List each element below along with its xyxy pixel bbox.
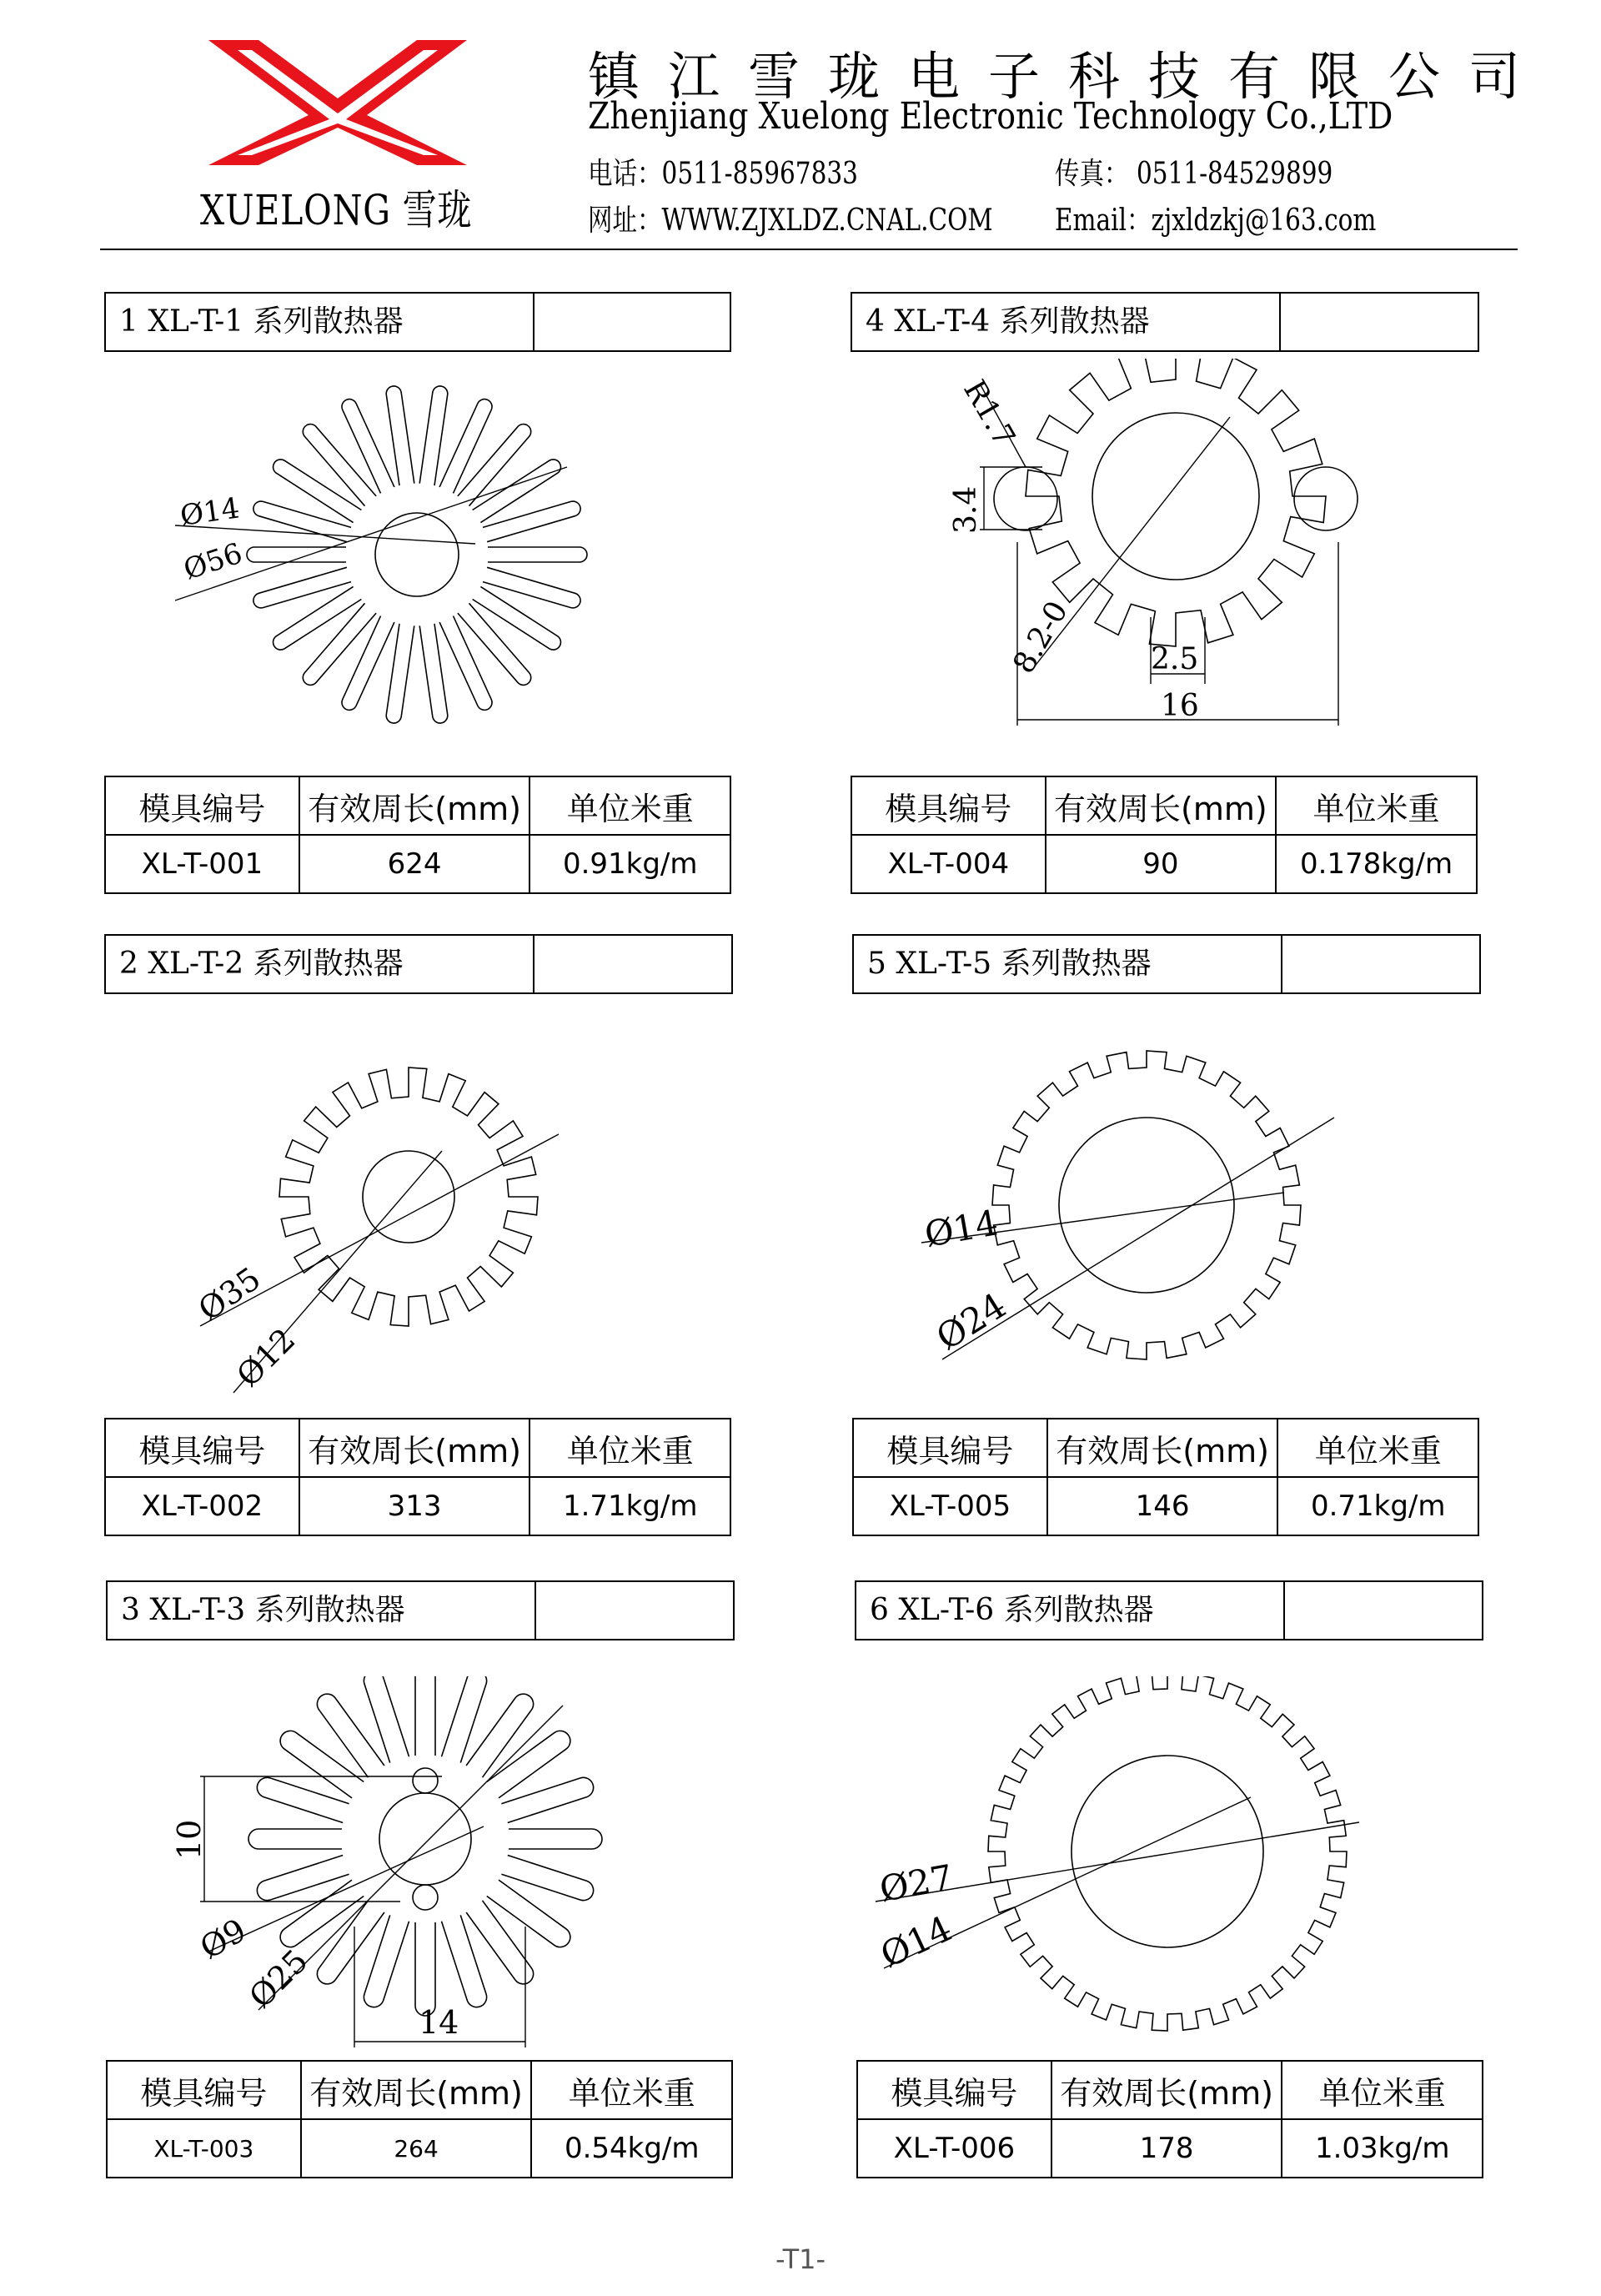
item-4-dim-34: 3.4 (949, 485, 983, 534)
item-3-title: 3 XL-T-3 系列散热器 (108, 1582, 536, 1639)
item-5-weight: 0.71kg/m (1277, 1477, 1478, 1535)
item-3-dim-25: Ø25 (242, 1942, 315, 2016)
header-code: 模具编号 (105, 776, 299, 835)
item-3-title-box (106, 1580, 735, 1640)
item-5-spec-table: 模具编号 有效周长(mm) 单位米重 XL-T-005 146 0.71kg/m (852, 1418, 1479, 1536)
item-4-code: XL-T-004 (851, 835, 1046, 893)
item-4-dim-25: 2.5 (1151, 642, 1199, 676)
item-1-dim-inner: Ø14 (178, 491, 242, 533)
item-6-title-box (855, 1580, 1483, 1640)
item-4-title: 4 XL-T-4 系列散热器 (852, 294, 1281, 350)
header-perimeter: 有效周长(mm) (299, 776, 530, 835)
item-1-profile (247, 386, 587, 723)
page-number: -T1- (775, 2243, 826, 2275)
brand-name: XUELONG 雪珑 (200, 186, 473, 234)
header-divider (100, 249, 1518, 250)
item-5-title-box (852, 934, 1481, 994)
item-4-weight: 0.178kg/m (1276, 835, 1477, 893)
item-2-dim-inner: Ø12 (229, 1321, 303, 1394)
item-6-weight: 1.03kg/m (1282, 2119, 1483, 2178)
item-1-dim-outer: Ø56 (179, 536, 247, 587)
item-6-dim-14: Ø14 (874, 1907, 958, 1977)
item-5-title: 5 XL-T-5 系列散热器 (854, 936, 1282, 992)
item-4-dim-r: R1.7 (956, 374, 1021, 453)
item-1-code: XL-T-001 (105, 835, 299, 893)
item-3-drawing (158, 1676, 609, 2068)
item-6-title: 6 XL-T-6 系列散热器 (856, 1582, 1285, 1639)
item-3-code: XL-T-003 (107, 2119, 301, 2178)
email[interactable]: Email：zjxldzkj@163.com (1055, 203, 1377, 238)
item-2-spec-table: 模具编号 有效周长(mm) 单位米重 XL-T-002 313 1.71kg/m (104, 1418, 731, 1536)
item-3-perimeter: 264 (301, 2119, 532, 2178)
item-1-perimeter: 624 (299, 835, 530, 893)
company-name-en: Zhenjiang Xuelong Electronic Technology Co.,LTD (588, 95, 1393, 138)
item-5-dim-14: Ø14 (921, 1202, 1001, 1255)
item-4-drawing (917, 359, 1384, 742)
item-4-spec-table: 模具编号 有效周长(mm) 单位米重 XL-T-004 90 0.178kg/m (851, 776, 1478, 894)
item-5-code: XL-T-005 (853, 1477, 1047, 1535)
item-5-drawing (909, 1042, 1376, 1409)
company-name-cn: 镇江雪珑电子科技有限公司 (588, 46, 1549, 107)
header-weight: 单位米重 (529, 776, 730, 835)
item-2-code: XL-T-002 (105, 1477, 299, 1535)
item-2-perimeter: 313 (299, 1477, 530, 1535)
item-4-perimeter: 90 (1046, 835, 1277, 893)
item-3-dim-14: 14 (419, 2004, 459, 2041)
item-2-title: 2 XL-T-2 系列散热器 (106, 936, 535, 992)
phone: 电话：0511-85967833 (588, 157, 858, 191)
item-3-spec-table: 模具编号 有效周长(mm) 单位米重 XL-T-003 264 0.54kg/m (106, 2060, 733, 2178)
item-6-code: XL-T-006 (857, 2119, 1051, 2178)
item-6-dim-27: Ø27 (876, 1856, 956, 1910)
company-logo (200, 40, 475, 165)
item-1-spec-table (104, 776, 731, 894)
item-5-dim-24: Ø24 (929, 1284, 1013, 1359)
item-4-dim-16: 16 (1161, 689, 1199, 723)
item-2-weight: 1.71kg/m (529, 1477, 730, 1535)
website[interactable]: 网址：WWW.ZJXLDZ.CNAL.COM (588, 203, 993, 238)
item-6-perimeter: 178 (1051, 2119, 1282, 2178)
item-4-dim-82: 8.2-0 (1006, 595, 1075, 680)
item-3-dim-10: 10 (171, 1819, 208, 1860)
item-2-drawing (167, 1042, 584, 1426)
item-4-title-box (851, 292, 1479, 352)
item-6-drawing (859, 1676, 1393, 2035)
item-1-title: 1 XL-T-1 系列散热器 (106, 294, 535, 350)
item-3-weight: 0.54kg/m (531, 2119, 732, 2178)
item-1-weight: 0.91kg/m (529, 835, 730, 893)
item-2-title-box (104, 934, 733, 994)
item-6-spec-table: 模具编号 有效周长(mm) 单位米重 XL-T-006 178 1.03kg/m (856, 2060, 1483, 2178)
item-1-drawing (150, 359, 634, 726)
item-1-title-box (104, 292, 731, 352)
fax: 传真： 0511-84529899 (1055, 157, 1333, 191)
item-5-perimeter: 146 (1047, 1477, 1278, 1535)
item-3-dim-9: Ø9 (193, 1912, 253, 1967)
item-2-dim-outer: Ø35 (191, 1259, 268, 1329)
